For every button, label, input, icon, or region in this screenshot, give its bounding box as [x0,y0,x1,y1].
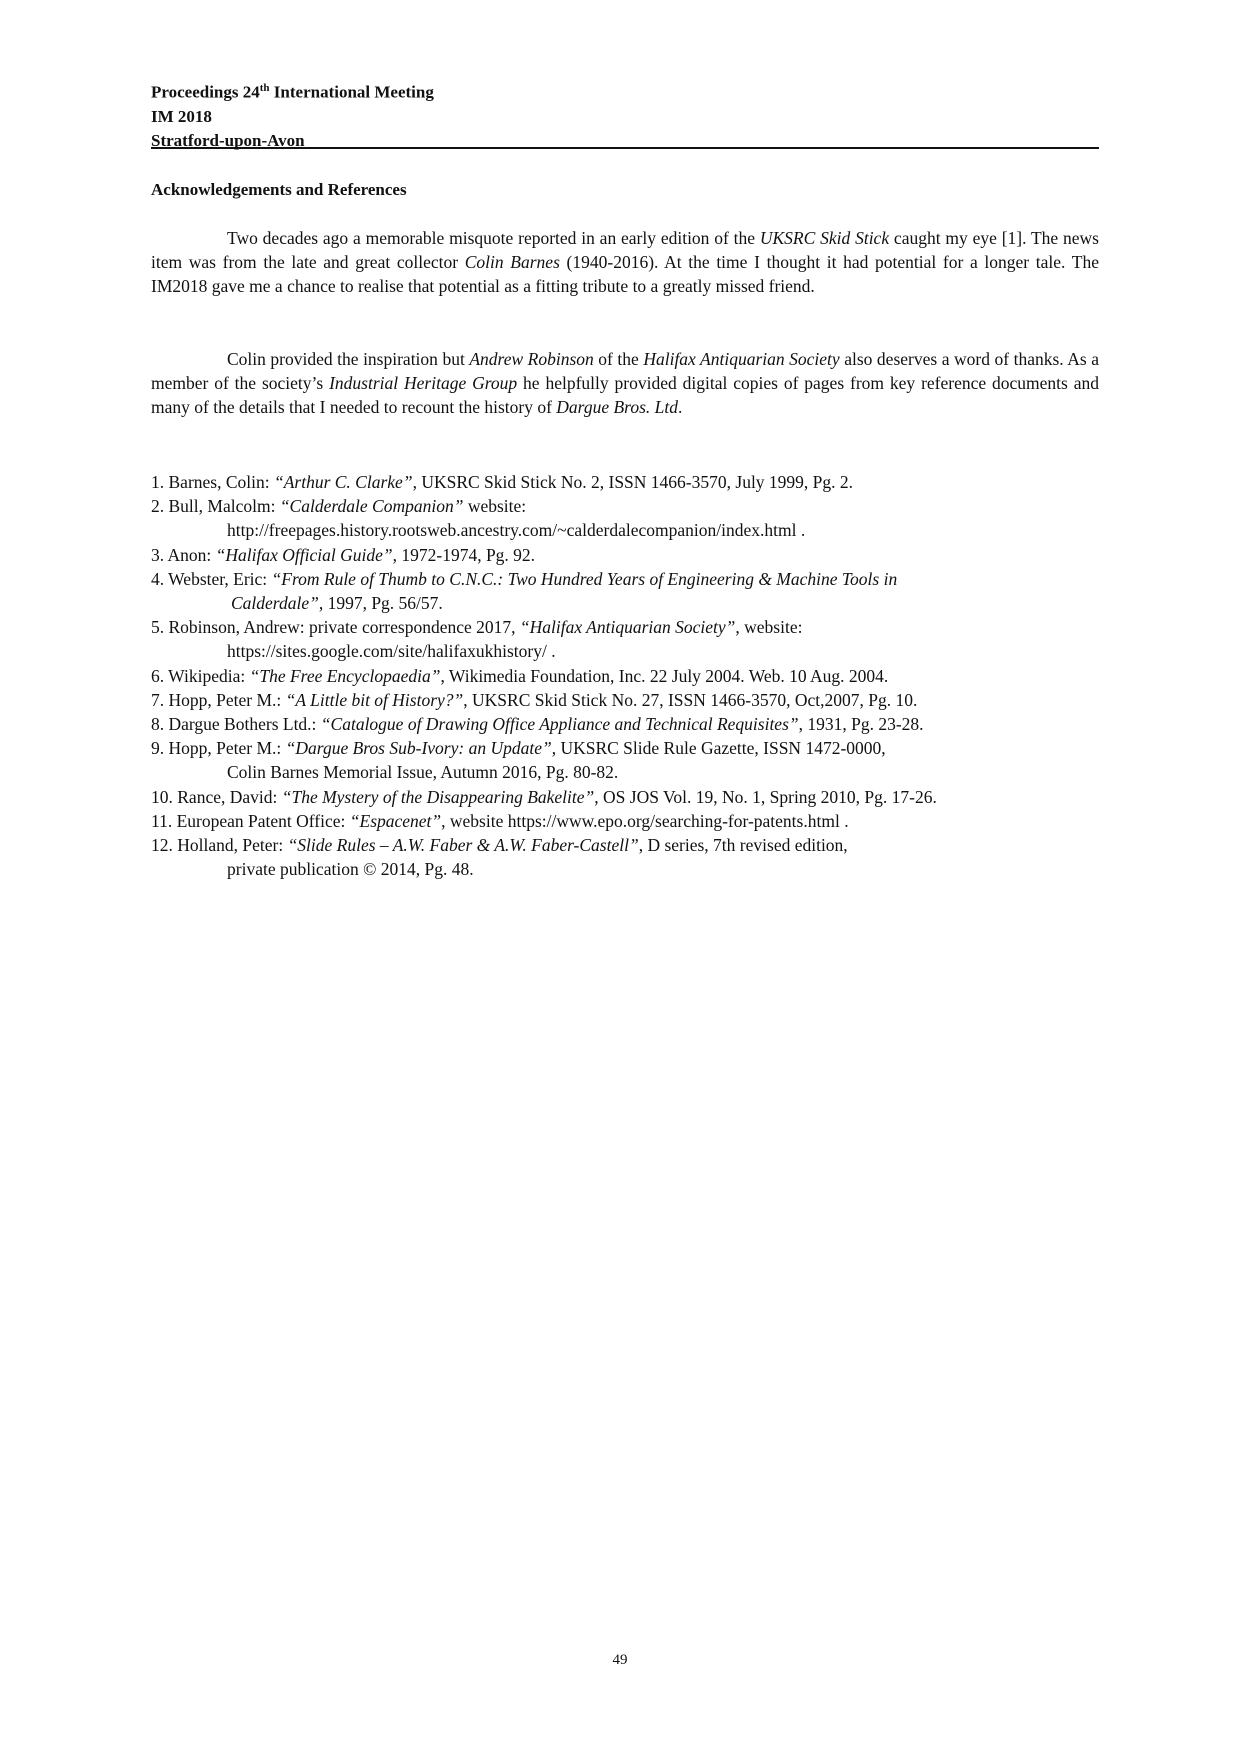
reference-url: https://sites.google.com/site/halifaxukhistory/ . [227,641,556,662]
reference-item: 4. Webster, Eric: “From Rule of Thumb to C.N.C.: Two Hundred Years of Engineering & Machine Tools in Calderdale”, 1997, Pg. 56/57. [151,568,898,614]
reference-item: 12. Holland, Peter: “Slide Rules – A.W. Faber & A.W. Faber-Castell”, D series, 7th revised edition, private publication © 2014, Pg. 48. [151,835,848,880]
reference-item: 2. Bull, Malcolm: “Calderdale Companion” website: http://freepages.history.rootsweb.ancestry.com/~calderdalecompanion/index.html . [151,494,1099,542]
reference-item: 8. Dargue Bothers Ltd.: “Catalogue of Drawing Office Appliance and Technical Requisites”, 1931, Pg. 23-28. [151,714,924,735]
reference-item: 11. European Patent Office: “Espacenet”, website https://www.epo.org/searching-for-patents.html . [151,810,849,831]
reference-item: 3. Anon: “Halifax Official Guide”, 1972-1974, Pg. 92. [151,544,536,565]
reference-item: 1. Barnes, Colin: “Arthur C. Clarke”, UKSRC Skid Stick No. 2, ISSN 1466-3570, July 1999, Pg. 2. [151,472,854,492]
page-number: 49 [612,1652,628,1668]
header-divider [151,147,1099,149]
reference-item: 10. Rance, David: “The Mystery of the Disappearing Bakelite”, OS JOS Vol. 19, No. 1, Spring 2010, Pg. 17-26. [151,786,937,807]
proceedings-header [151,76,1099,153]
reference-item: 7. Hopp, Peter M.: “A Little bit of History?”, UKSRC Skid Stick No. 27, ISSN 1466-3570, Oct,2007, Pg. 10. [151,689,918,710]
paragraph-1: Two decades ago a memorable misquote reported in an early edition of the UKSRC Skid Stick caught my eye [1]. The news item was from the late and great collector Colin Barnes (1940-2016). At the time I thought it had potential for a longer tale. The IM2018 gave me a chance to realise that potential as a fitting tribute to a greatly missed friend. [151,228,1099,297]
reference-item: 6. Wikipedia: “The Free Encyclopaedia”, Wikimedia Foundation, Inc. 22 July 2004. Web. 10 Aug. 2004. [151,665,889,686]
section-title: Acknowledgements and References [151,180,407,199]
reference-item: 9. Hopp, Peter M.: “Dargue Bros Sub-Ivory: an Update”, UKSRC Slide Rule Gazette, ISSN 1472-0000, Colin Barnes Memorial Issue, Autumn 2016, Pg. 80-82. [151,738,886,783]
header-line-1: Proceedings 24th International Meeting [151,82,434,102]
paragraph-2: Colin provided the inspiration but Andrew Robinson of the Halifax Antiquarian Society also deserves a word of thanks. As a member of the society’s Industrial Heritage Group he helpfully provided digital copies of pages from key reference documents and many of the details that I needed to recount the history of Dargue Bros. Ltd. [151,349,1099,418]
reference-item: 5. Robinson, Andrew: private correspondence 2017, “Halifax Antiquarian Society”, website: https://sites.google.com/site/halifaxukhistory/ . [151,615,1099,663]
reference-list [151,470,1099,881]
reference-url: http://freepages.history.rootsweb.ancestry.com/~calderdalecompanion/index.html . [227,520,806,541]
header-line-3: Stratford-upon-Avon [151,130,305,150]
header-line-2: IM 2018 [151,106,212,126]
